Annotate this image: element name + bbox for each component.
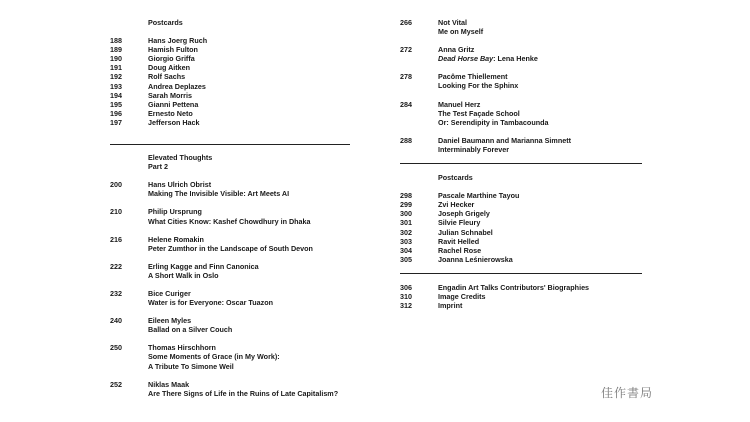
artist-name: Rachel Rose	[438, 245, 482, 255]
toc-entry	[400, 136, 642, 154]
list-item	[110, 82, 350, 91]
entry-title-row	[400, 27, 642, 36]
section-title: Elevated Thoughts	[148, 153, 213, 163]
author-name: Daniel Baumann and Marianna Simnett	[438, 135, 571, 145]
list-item	[110, 45, 350, 54]
entry-title-row	[110, 189, 350, 198]
page-number: 303	[400, 236, 412, 246]
page-number: 300	[400, 209, 412, 219]
list-item	[400, 218, 642, 227]
elevated-heading-row-2	[110, 162, 350, 171]
page-number: 288	[400, 135, 412, 145]
page-number	[110, 352, 148, 361]
postcards-heading-row	[110, 18, 350, 27]
author-name: Pacôme Thiellement	[438, 72, 508, 82]
entry-author-row	[110, 289, 350, 298]
page-number: 312	[400, 301, 412, 311]
artist-name: Silvie Fleury	[438, 218, 481, 228]
postcards-list	[400, 191, 642, 264]
list-item	[400, 255, 642, 264]
page-number: 310	[400, 291, 412, 301]
toc-entry	[110, 180, 350, 198]
entry-title-row	[400, 118, 642, 127]
publisher-watermark: 佳作書局	[601, 386, 654, 400]
page-number: 200	[110, 180, 122, 190]
entry-title-row	[110, 389, 350, 398]
essay-subtitle: Or: Serendipity in Tambacounda	[438, 117, 549, 127]
essay-title: Some Moments of Grace (in My Work):	[148, 352, 280, 362]
essay-title: The Test Façade School	[438, 108, 520, 118]
section-subtitle: Part 2	[148, 162, 168, 172]
toc-entry	[110, 207, 350, 225]
toc-entry	[400, 72, 642, 90]
entry-title-row	[400, 109, 642, 118]
section-name: Engadin Art Talks Contributors' Biographies	[438, 282, 590, 292]
author-name: Bice Curiger	[148, 288, 191, 298]
essay-title: A Short Walk in Oslo	[148, 270, 219, 280]
page-number: 250	[110, 343, 122, 353]
list-item	[110, 72, 350, 81]
page-number: 272	[400, 45, 412, 55]
page-number: 306	[400, 282, 412, 292]
essay-title: Looking For the Sphinx	[438, 81, 519, 91]
essay-list	[400, 18, 642, 154]
essay-title: Interminably Forever	[438, 144, 510, 154]
section-name: Image Credits	[438, 291, 486, 301]
essay-title	[438, 54, 642, 63]
postcards-list	[110, 36, 350, 127]
back-matter-list	[400, 283, 642, 310]
page-number: 192	[110, 72, 122, 82]
list-item	[400, 292, 642, 301]
left-column	[110, 18, 350, 407]
page-number	[400, 109, 438, 118]
list-item	[110, 100, 350, 109]
page-number: 196	[110, 108, 122, 118]
page-number: 299	[400, 200, 412, 210]
entry-author-row	[110, 380, 350, 389]
artist-name: Joseph Grigely	[438, 209, 490, 219]
list-item	[400, 200, 642, 209]
toc-entry	[110, 262, 350, 280]
section-title: Postcards	[438, 173, 473, 183]
essay-title: Water is for Everyone: Oscar Tuazon	[148, 298, 274, 308]
artist-name: Jefferson Hack	[148, 117, 200, 127]
author-name: Hans Ulrich Obrist	[148, 180, 212, 190]
author-name: Erling Kagge and Finn Canonica	[148, 261, 259, 271]
entry-author-row	[110, 262, 350, 271]
artist-name: Pascale Marthine Tayou	[438, 191, 520, 201]
entry-title-row	[400, 54, 642, 63]
page-number: 195	[110, 99, 122, 109]
entry-title-row	[110, 271, 350, 280]
page-number	[110, 244, 148, 253]
essay-title: Are There Signs of Life in the Ruins of Late Capitalism?	[148, 388, 339, 398]
author-name: Not Vital	[438, 18, 468, 27]
entry-title-row	[110, 298, 350, 307]
entry-title-row	[400, 81, 642, 90]
page-number	[110, 271, 148, 280]
page-number	[400, 54, 438, 63]
page-number	[400, 81, 438, 90]
page-number: 197	[110, 117, 122, 127]
entry-author-row	[110, 180, 350, 189]
page-number	[400, 27, 438, 36]
page-number: 193	[110, 81, 122, 91]
page-number: 188	[110, 36, 122, 46]
author-name: Manuel Herz	[438, 99, 481, 109]
divider	[400, 273, 642, 274]
page-number: 298	[400, 191, 412, 201]
artist-name: Ernesto Neto	[148, 108, 193, 118]
page-number: 189	[110, 45, 122, 55]
list-item	[110, 109, 350, 118]
italic-title: Dead Horse Bay	[438, 54, 494, 64]
artist-name: Giorgio Griffa	[148, 54, 195, 64]
section-name: Imprint	[438, 301, 463, 311]
list-item	[110, 118, 350, 127]
artist-name: Hamish Fulton	[148, 45, 198, 55]
entry-author-row	[110, 235, 350, 244]
essay-title: Me on Myself	[438, 27, 484, 37]
page-number: 266	[400, 18, 412, 27]
page-number: 252	[110, 379, 122, 389]
essay-title: Making The Invisible Visible: Art Meets AI	[148, 189, 290, 199]
artist-name: Joanna Leśnierowska	[438, 254, 513, 264]
page-number	[400, 145, 438, 154]
artist-name: Rolf Sachs	[148, 72, 186, 82]
artist-name: Doug Aitken	[148, 63, 191, 73]
elevated-heading-row	[110, 153, 350, 162]
entry-title-row	[110, 325, 350, 334]
entry-author-row	[400, 18, 642, 27]
section-title: Postcards	[148, 18, 183, 27]
toc-entry	[400, 45, 642, 63]
page-number: 232	[110, 288, 122, 298]
page-number: 190	[110, 54, 122, 64]
entry-title-row	[110, 217, 350, 226]
essay-title: A Tribute To Simone Weil	[148, 361, 234, 371]
artist-name: Ravit Helled	[438, 236, 480, 246]
toc-entry	[110, 235, 350, 253]
right-column	[400, 18, 642, 310]
author-name: Eileen Myles	[148, 316, 192, 326]
page-number	[110, 217, 148, 226]
list-item	[110, 91, 350, 100]
artist-name: Sarah Morris	[148, 90, 192, 100]
entry-title-row	[110, 244, 350, 253]
page-number: 216	[110, 234, 122, 244]
list-item	[110, 54, 350, 63]
toc-entry	[110, 343, 350, 370]
page-number: 240	[110, 316, 122, 326]
page-number	[110, 189, 148, 198]
list-item	[400, 283, 642, 292]
page-number: 210	[110, 207, 122, 217]
entry-author-row	[400, 136, 642, 145]
page-number	[110, 389, 148, 398]
list-item	[400, 228, 642, 237]
list-item	[400, 237, 642, 246]
entry-title-row	[110, 352, 350, 361]
list-item	[110, 63, 350, 72]
divider	[400, 163, 642, 164]
postcards-heading-row	[400, 173, 642, 182]
author-name: Helene Romakin	[148, 234, 204, 244]
entry-author-row	[110, 316, 350, 325]
toc-entry	[400, 18, 642, 36]
artist-name: Gianni Pettena	[148, 99, 199, 109]
essay-title: Peter Zumthor in the Landscape of South Devon	[148, 243, 313, 253]
artist-name: Hans Joerg Ruch	[148, 36, 208, 46]
artist-name: Zvi Hecker	[438, 200, 475, 210]
toc-entry	[110, 316, 350, 334]
entry-author-row	[400, 72, 642, 81]
artist-name: Julian Schnabel	[438, 227, 493, 237]
page-number: 194	[110, 90, 122, 100]
page-number: 278	[400, 72, 412, 82]
page-number	[110, 325, 148, 334]
page-number: 304	[400, 245, 412, 255]
artist-name: Andrea Deplazes	[148, 81, 206, 91]
toc-entry	[110, 380, 350, 398]
list-item	[400, 246, 642, 255]
page-number	[110, 298, 148, 307]
list-item	[110, 36, 350, 45]
author-name: Anna Gritz	[438, 45, 475, 55]
page-number: 305	[400, 254, 412, 264]
entry-author-row	[110, 207, 350, 216]
entry-author-row	[400, 45, 642, 54]
page-number: 302	[400, 227, 412, 237]
entry-title-row	[400, 145, 642, 154]
entry-author-row	[110, 343, 350, 352]
page-number	[110, 362, 148, 371]
divider	[110, 144, 350, 145]
author-name: Niklas Maak	[148, 379, 190, 389]
list-item	[400, 191, 642, 200]
author-name: Thomas Hirschhorn	[148, 343, 216, 353]
title-rest: : Lena Henke	[493, 54, 538, 64]
toc-entry	[400, 100, 642, 127]
author-name: Philip Ursprung	[148, 207, 202, 217]
essay-title: Ballad on a Silver Couch	[148, 325, 233, 335]
page-number: 301	[400, 218, 412, 228]
list-item	[400, 209, 642, 218]
entry-title-row	[110, 362, 350, 371]
list-item	[400, 301, 642, 310]
essay-title: What Cities Know: Kashef Chowdhury in Dhaka	[148, 216, 311, 226]
page-number: 222	[110, 261, 122, 271]
entry-author-row	[400, 100, 642, 109]
page-number: 284	[400, 99, 412, 109]
page-number: 191	[110, 63, 122, 73]
page-number	[400, 118, 438, 127]
toc-entry	[110, 289, 350, 307]
elevated-list	[110, 180, 350, 398]
